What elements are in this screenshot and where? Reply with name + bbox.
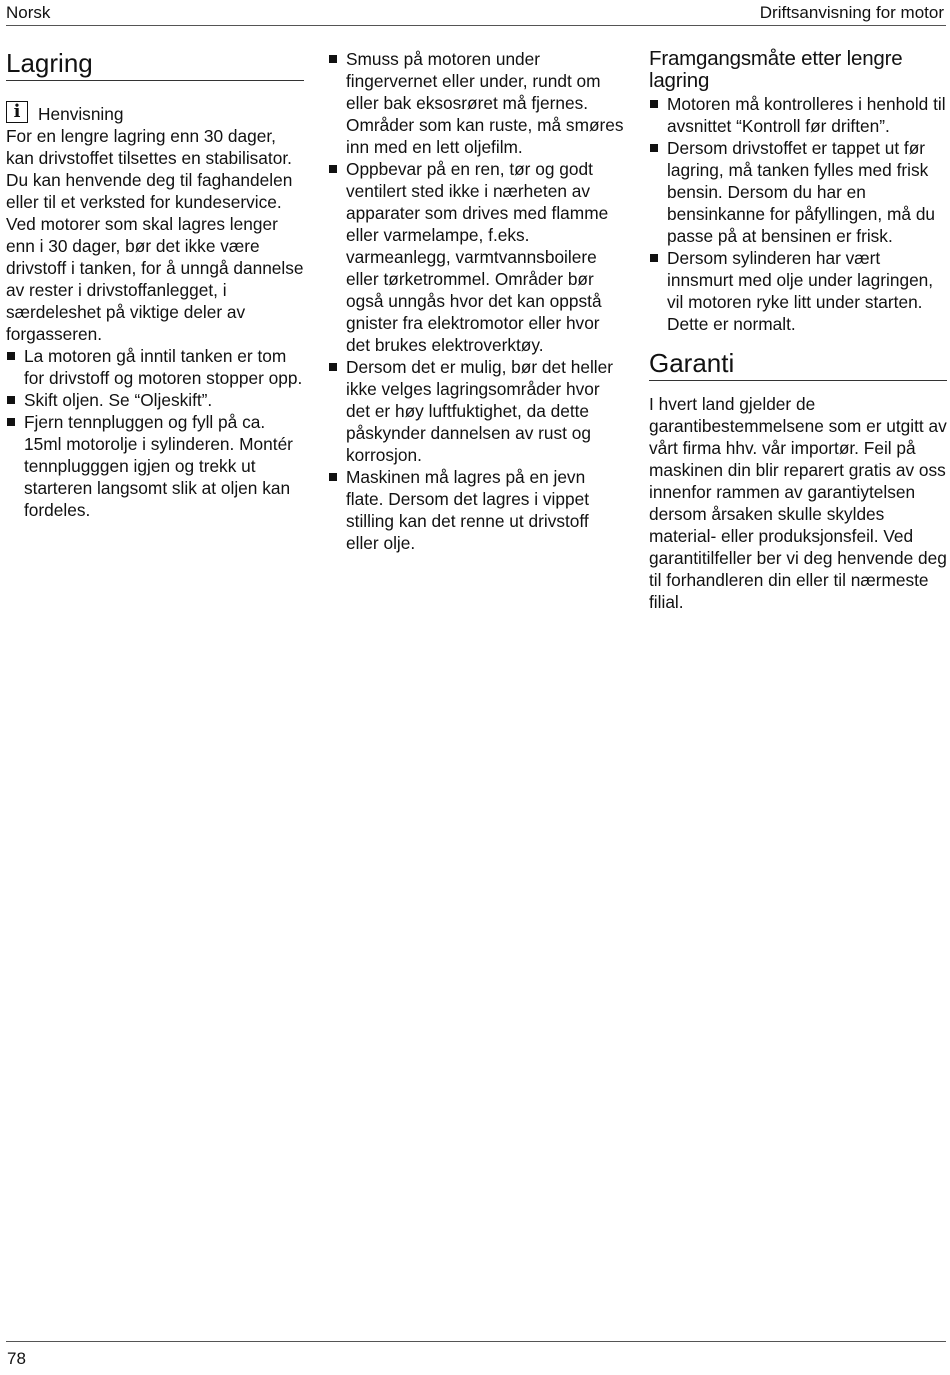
list-item-text: Dersom drivstoffet er tappet ut før lagring, må tanken fylles med frisk bensin. Dersom du har en bensinkanne for påfyllingen, må du passe på at bensinen er frisk.: [667, 138, 936, 246]
list-item: [328, 48, 626, 158]
list-item: [328, 356, 626, 466]
section-heading-procedure: Framgangsmåte etter lengre lagring: [649, 47, 903, 92]
storage-location-list: [328, 48, 626, 554]
list-item: [328, 466, 626, 554]
list-item: [649, 137, 947, 247]
square-bullet-icon: [7, 352, 15, 360]
list-item-text: Maskinen må lagres på en jevn flate. Dersom det lagres i vippet stilling kan det renne ut drivstoff eller olje.: [346, 467, 590, 553]
garanti-paragraph: I hvert land gjelder de garantibestemmelsene som er utgitt av vårt firma hhv. vår importør. Feil på maskinen din blir reparert gratis av oss innenfor rammen av garantiytelsen dersom årsaken skulle skyldes material- eller produksjonsfeil. Ved garantitilfeller ber vi deg henvende deg til forhandleren din eller til nærmeste filial.: [649, 394, 947, 612]
list-item-text: Skift oljen. Se “Oljeskift”.: [24, 390, 213, 410]
square-bullet-icon: [7, 396, 15, 404]
square-bullet-icon: [329, 473, 337, 481]
note-header: [6, 99, 304, 125]
procedure-list: [649, 93, 947, 335]
list-item-text: Dersom det er mulig, bør det heller ikke velges lagringsområder hvor det er høy luftfuktighet, da dette påskynder dannelsen av rust og korrosjon.: [346, 357, 613, 465]
square-bullet-icon: [650, 100, 658, 108]
column-3: [649, 48, 947, 613]
list-item: [6, 389, 304, 411]
footer-rule: [6, 1341, 946, 1342]
list-item: [328, 158, 626, 356]
square-bullet-icon: [650, 144, 658, 152]
list-item: [6, 411, 304, 521]
list-item: [649, 93, 947, 137]
header-language: Norsk: [6, 3, 51, 22]
header-doc-title: Driftsanvisning for motor: [759, 3, 944, 22]
square-bullet-icon: [650, 254, 658, 262]
list-item: [6, 345, 304, 389]
section-heading-garanti: Garanti: [649, 348, 947, 381]
info-icon: i: [6, 101, 28, 123]
storage-steps-list: [6, 345, 304, 521]
list-item-text: Oppbevar på en ren, tør og godt ventilert sted ikke i nærheten av apparater som drives med flamme eller varmelampe, f.eks. varmeanlegg, varmtvannsboilere eller tørketrommel. Områder bør også unngås hvor det kan oppstå gnister fra elektromotor eller hvor det brukes elektroverktøy.: [346, 159, 609, 355]
section-heading-lagring: Lagring: [6, 48, 304, 81]
square-bullet-icon: [329, 165, 337, 173]
list-item-text: Motoren må kontrolleres i henhold til avsnittet “Kontroll før driften”.: [667, 94, 946, 136]
list-item-text: Dersom sylinderen har vært innsmurt med olje under lagringen, vil motoren ryke litt under starten. Dette er normalt.: [667, 248, 934, 334]
list-item-text: La motoren gå inntil tanken er tom for drivstoff og motoren stopper opp.: [24, 346, 303, 388]
page-number: 78: [7, 1349, 26, 1368]
note-text: For en lengre lagring enn 30 dager, kan drivstoffet tilsettes en stabilisator. Du kan henvende deg til faghandelen eller til et verksted for kundeservice.: [6, 126, 293, 212]
list-item: [649, 247, 947, 335]
column-1: [6, 48, 304, 521]
header-rule: [6, 25, 946, 26]
note-box: [6, 99, 304, 213]
note-title: Henvisning: [38, 104, 124, 124]
column-2: [328, 48, 626, 554]
square-bullet-icon: [7, 418, 15, 426]
square-bullet-icon: [329, 363, 337, 371]
list-item-text: Smuss på motoren under fingervernet eller under, rundt om eller bak eksosrøret må fjernes. Områder som kan ruste, må smøres inn med en lett oljefilm.: [346, 49, 624, 157]
storage-paragraph: Ved motorer som skal lagres lenger enn i 30 dager, bør det ikke være drivstoff i tanken, for å unngå dannelse av rester i drivstoffanlegget, i særdeleshet på viktige deler av forgasseren.: [6, 214, 304, 344]
square-bullet-icon: [329, 55, 337, 63]
list-item-text: Fjern tennpluggen og fyll på ca. 15ml motorolje i sylinderen. Montér tennplugggen igjen og trekk ut starteren langsomt slik at oljen kan fordeles.: [24, 412, 293, 520]
